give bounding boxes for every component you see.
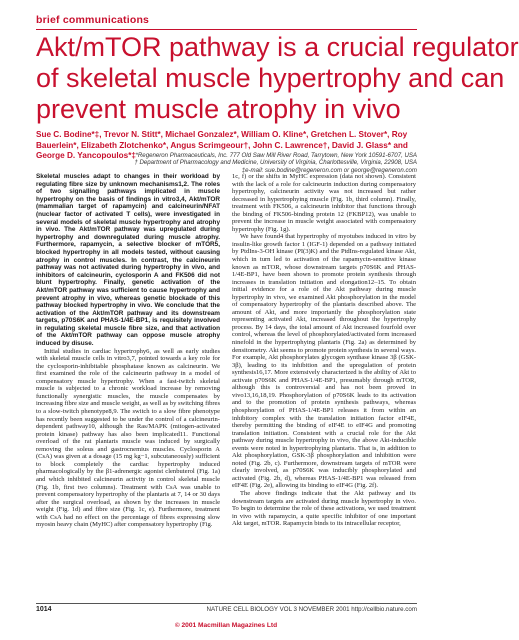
affiliation-regeneron: *Regeneron Pharmaceuticals, Inc. 777 Old Saw Mill River Road, Tarrytown, New York 10591-6707, USA (135, 152, 417, 159)
article-title (36, 32, 519, 125)
affiliation-virginia: † Department of Pharmacology and Medicine, University of Virginia, Charlottesville, Virginia, 22908, USA (134, 159, 417, 167)
body-paragraph: Initial studies in cardiac hypertrophy6, as well as early studies with skeletal muscle cells in vitro3,7, pointed towards a key role for the cyclosporin-inhibitable phosphatase known as calcineurin. We first examined the role of the calcineurin pathway in a model of compensatory muscle hypertrophy. When a fast-twitch skeletal muscle is subjected to a chronic workload increase by removing functionally synergistic muscles, the muscle compensates by increasing fibre size and muscle weight, as well as by switching fibres to a slow-twitch phenotype8,9. The switch to a slow fibre phenotype has recently been suggested to be under the control of a calcineurin-dependent pathway10, although the Ras/MAPK (mitogen-activated protein kinase) pathway has also been implicated11. Functional overload of the rat plantaris muscle was induced by surgically removing the soleus and gastrocnemius muscles. Cyclosporin A (CsA) was given at a dosage (15 mg kg−1, subcutaneously) sufficient to block completely the cardiac hypertrophy induced pharmacologically by the β1-adrenergic agonist clenbuterol (Fig. 1a) and which inhibited calcineurin activity in control skeletal muscle (Fig. 1b, first two columns). Treatment with CsA was unable to prevent compensatory hypertrophy of the plantaris at 7, 14 or 30 days after the surgical overload, as shown by the increases in muscle weight (Fig. 1d) and fibre size (Fig. 1c, e). Furthermore, treatment with CsA had no effect on the percentage of fibres expressing slow myosin heavy chain (MyHC) after compensatory hypertrophy (Fig. (36, 347, 220, 529)
page-number: 1014 (36, 606, 52, 613)
right-column (232, 173, 416, 528)
footer-rule (36, 603, 417, 604)
copyright-notice: © 2001 Macmillan Magazines Ltd (174, 622, 278, 629)
section-label: brief communications (36, 14, 150, 26)
abstract: Skeletal muscles adapt to changes in their workload by regulating fibre size by unknown mechanisms1,2. The roles of two signalling pathways implicated in muscle hypertrophy on the basis of findings in vitro3,4, Akt/mTOR (mammalian target of rapamycin) and calcineurin/NFAT (nuclear factor of activated T cells), were investigated in several models of skeletal muscle hypertrophy and atrophy in vivo. The Akt/mTOR pathway was upregulated during hypertrophy and downregulated during muscle atrophy. Furthermore, rapamycin, a selective blocker of mTOR5, blocked hypertrophy in all models tested, without causing atrophy in control muscles. In contrast, the calcineurin pathway was not activated during hypertrophy in vivo, and inhibitors of calcineurin, cyclosporin A and FK506 did not blunt hypertrophy. Finally, genetic activation of the Akt/mTOR pathway was sufficient to cause hypertrophy and prevent atrophy in vivo, whereas genetic blockade of this pathway blocked hypertrophy in vivo. We conclude that the activation of the Akt/mTOR pathway and its downstream targets, p70S6K and PHAS-1/4E-BP1, is requisitely involved in regulating skeletal muscle fibre size, and that activation of the Akt/mTOR pathway can oppose muscle atrophy induced by disuse. (36, 173, 220, 348)
body-paragraph: 1c, f) or the shifts in MyHC expression (data not shown). Consistent with the lack of a role for calcineurin induction during compensatory hypertrophy, calcineurin activity was not increased but rather decreased in hypertrophying muscle (Fig. 1b, third column). Finally, treatment with FK506, a calcineurin inhibitor that functions through the binding of FK506-binding protein 12 (FKBP12), was unable to prevent the increase in muscle weight associated with compensatory hypertrophy (Fig. 1g). (232, 173, 416, 233)
affiliations (36, 152, 417, 174)
title-line: of skeletal muscle hypertrophy and can (36, 63, 505, 93)
title-line: Akt/mTOR pathway is a crucial regulator (36, 32, 519, 62)
journal-citation: NATURE CELL BIOLOGY VOL 3 NOVEMBER 2001 http://cellbio.nature.com (206, 606, 417, 613)
title-line: prevent muscle atrophy in vivo (36, 94, 401, 124)
left-column (36, 173, 220, 529)
contact-email: ‡e-mail: sue.bodine@regeneron.com or george@regeneron.com (241, 166, 417, 174)
body-paragraph: The above findings indicate that the Akt pathway and its downstream targets are activated during muscle hypertrophy in vivo. To begin to determine the role of these activations, we used treatment in vivo with rapamycin, a quite specific inhibitor of one important Akt target, mTOR. Rapamycin binds to its intracellular receptor, (232, 489, 416, 528)
top-rule (36, 29, 417, 30)
author-list: Sue C. Bodine*‡, Trevor N. Stitt*, Michael Gonzalez*, William O. Kline*, Gretchen L. Stover*, Roy Bauerlein*, Elizabeth Zlotchenko*, Angus Scrimgeour†, John C. Lawrence†, David J. Glass* and George D. Yancopoulos*‡ (36, 130, 408, 160)
body-paragraph: We have found4 that hypertrophy of myotubes induced in vitro by insulin-like growth factor 1 (IGF-1) depended on a pathway initiated by PtdIns-3-OH kinase (PI(3)K) and the PtdIns-regulated kinase Akt, which in turn led to activation of the rapamycin-sensitive kinase known as mTOR, whose downstream targets p70S6K and PHAS-1/4E-BP1, have been shown to promote protein synthesis through increases in translation initiation and elongation12–15. To obtain initial evidence for a role of the Akt pathway during muscle hypertrophy in vivo, we examined Akt phosphorylation in the model of compensatory hypertrophy of the plantaris described above. The amount of Akt, and more importantly the phosphorylation state representing activated Akt, increased throughout the hypertrophy process. By 14 days, the total amount of Akt increased fourfold over control, whereas the level of phosphorylated/activated form increased ninefold in the hypertrophying plantaris (Fig. 2a) as determined by densitometry. Akt seems to promote protein synthesis in several ways. For example, Akt phosphorylates glycogen synthase kinase 3β (GSK-3β), leading to its inhibition and the upregulation of protein synthesis16,17. More extensively characterized is the ability of Akt to activate p70S6K and PHAS-1/4E-BP1, presumably through mTOR, although this is controversial and has not been proved in vivo13,16,18,19. Phosphorylation of p70S6K leads to its activation and to the promotion of protein synthesis pathways, whereas phosphorylation of PHAS-1/4E-BP1 releases it from within an inhibitory complex with the translation initiation factor eIF4E, thereby permitting the binding of eIF4E to eIF4G and promoting translation initiation. Consistent with a crucial role for the Akt pathway during muscle hypertrophy in vivo, the above Akt-inducible events were noted in hypertrophying plantaris. That is, in addition to Akt phosphorylation, GSK-3β phosphorylation and inhibition were noted (Fig. 2b, c). Furthermore, downstream targets of mTOR were clearly involved, as p70S6K was inducibly phosphorylated and activated (Fig. 2b, d), whereas PHAS-1/4E-BP1 was released from eIF4E (Fig. 2e), allowing its binding to eIF4G (Fig. 2f). (232, 233, 416, 490)
